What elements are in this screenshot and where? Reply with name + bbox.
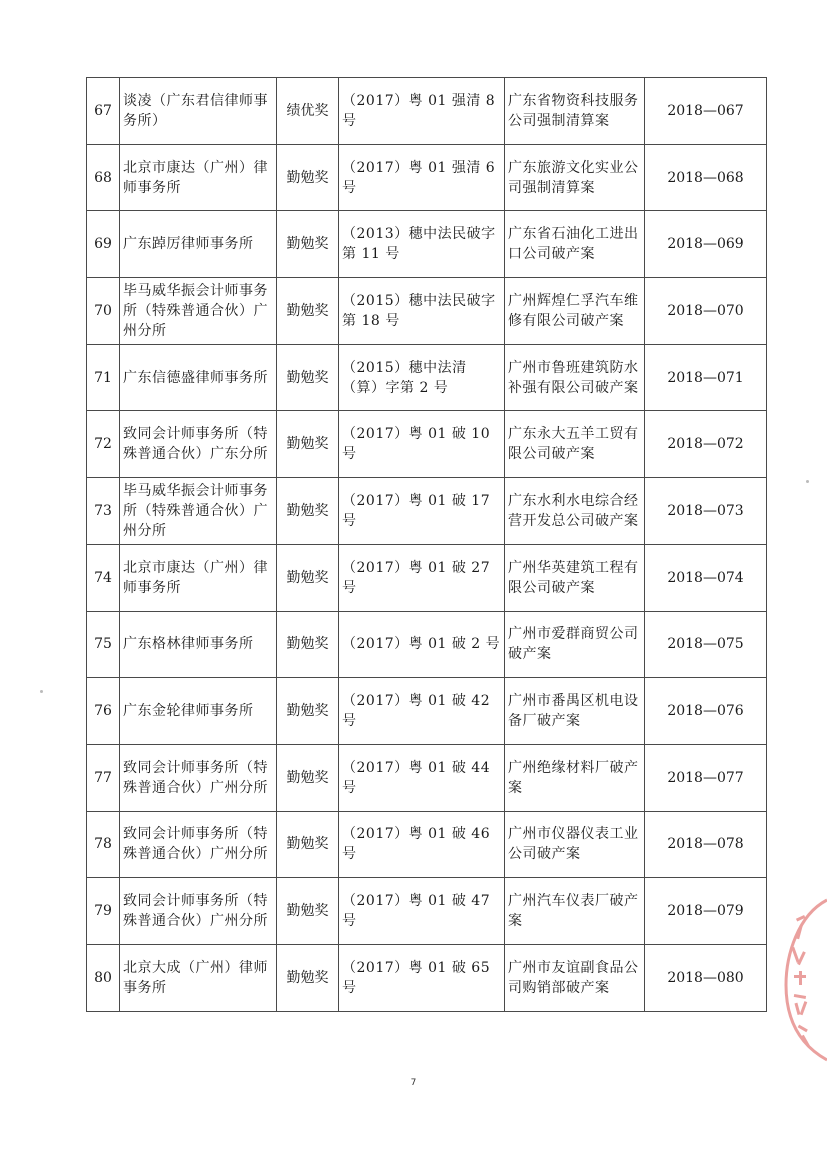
- cell-administrator: 致同会计师事务所（特殊普通合伙）广州分所: [120, 878, 277, 945]
- cell-award-code: 2018—074: [645, 544, 767, 611]
- cell-case-number: （2017）粤 01 破 42 号: [339, 678, 505, 745]
- table-row: [87, 544, 767, 611]
- cell-administrator: 广东金轮律师事务所: [120, 678, 277, 745]
- cell-administrator: 北京市康达（广州）律师事务所: [120, 544, 277, 611]
- cell-award-code: 2018—068: [645, 144, 767, 211]
- table-row: [87, 678, 767, 745]
- cell-serial-number: 73: [87, 478, 120, 545]
- cell-award-code: 2018—078: [645, 811, 767, 878]
- scan-speck: [40, 690, 43, 693]
- cell-case-name: 广州绝缘材料厂破产案: [505, 744, 645, 811]
- cell-award: 勤勉奖: [277, 544, 339, 611]
- cell-serial-number: 76: [87, 678, 120, 745]
- cell-award: 勤勉奖: [277, 211, 339, 278]
- cell-case-name: 广州市爱群商贸公司破产案: [505, 611, 645, 678]
- cell-award: 勤勉奖: [277, 878, 339, 945]
- cell-serial-number: 67: [87, 78, 120, 145]
- cell-award-code: 2018—067: [645, 78, 767, 145]
- official-seal-stamp: [778, 895, 827, 1065]
- cell-case-number: （2017）粤 01 破 2 号: [339, 611, 505, 678]
- cell-serial-number: 77: [87, 744, 120, 811]
- cell-case-name: 广州辉煌仁孚汽车维修有限公司破产案: [505, 278, 645, 345]
- cell-administrator: 北京市康达（广州）律师事务所: [120, 144, 277, 211]
- table-row: [87, 878, 767, 945]
- cell-case-number: （2017）粤 01 强清 8 号: [339, 78, 505, 145]
- table-row: [87, 144, 767, 211]
- cell-serial-number: 72: [87, 411, 120, 478]
- cell-serial-number: 78: [87, 811, 120, 878]
- cell-administrator: 北京大成（广州）律师事务所: [120, 944, 277, 1011]
- award-table-body: [87, 78, 767, 1012]
- cell-administrator: 致同会计师事务所（特殊普通合伙）广东分所: [120, 411, 277, 478]
- table-row: [87, 78, 767, 145]
- table-row: [87, 278, 767, 345]
- cell-award-code: 2018—077: [645, 744, 767, 811]
- cell-serial-number: 75: [87, 611, 120, 678]
- cell-award: 勤勉奖: [277, 811, 339, 878]
- cell-award: 勤勉奖: [277, 278, 339, 345]
- table-row: [87, 344, 767, 411]
- cell-case-name: 广州华英建筑工程有限公司破产案: [505, 544, 645, 611]
- table-row: [87, 211, 767, 278]
- cell-case-name: 广州汽车仪表厂破产案: [505, 878, 645, 945]
- table-row: [87, 611, 767, 678]
- award-table: [86, 77, 767, 1012]
- cell-case-name: 广东省物资科技服务公司强制清算案: [505, 78, 645, 145]
- cell-administrator: 广东格林律师事务所: [120, 611, 277, 678]
- table-row: [87, 478, 767, 545]
- cell-award: 勤勉奖: [277, 678, 339, 745]
- cell-case-name: 广东省石油化工进出口公司破产案: [505, 211, 645, 278]
- cell-case-number: （2017）粤 01 破 10 号: [339, 411, 505, 478]
- table-row: [87, 811, 767, 878]
- table-row: [87, 744, 767, 811]
- cell-case-number: （2017）粤 01 强清 6 号: [339, 144, 505, 211]
- table-row: [87, 944, 767, 1011]
- cell-case-name: 广东水利水电综合经营开发总公司破产案: [505, 478, 645, 545]
- cell-award: 绩优奖: [277, 78, 339, 145]
- cell-case-number: （2013）穗中法民破字第 11 号: [339, 211, 505, 278]
- cell-case-name: 广东旅游文化实业公司强制清算案: [505, 144, 645, 211]
- cell-award: 勤勉奖: [277, 344, 339, 411]
- cell-award: 勤勉奖: [277, 944, 339, 1011]
- cell-administrator: 致同会计师事务所（特殊普通合伙）广州分所: [120, 744, 277, 811]
- cell-award-code: 2018—069: [645, 211, 767, 278]
- cell-administrator: 广东踔厉律师事务所: [120, 211, 277, 278]
- cell-administrator: 毕马威华振会计师事务所（特殊普通合伙）广州分所: [120, 278, 277, 345]
- cell-administrator: 广东信德盛律师事务所: [120, 344, 277, 411]
- cell-award: 勤勉奖: [277, 144, 339, 211]
- cell-case-name: 广州市鲁班建筑防水补强有限公司破产案: [505, 344, 645, 411]
- cell-serial-number: 80: [87, 944, 120, 1011]
- cell-case-number: （2017）粤 01 破 65 号: [339, 944, 505, 1011]
- cell-award-code: 2018—072: [645, 411, 767, 478]
- cell-administrator: 谈凌（广东君信律师事务所）: [120, 78, 277, 145]
- cell-case-number: （2015）穗中法民破字第 18 号: [339, 278, 505, 345]
- cell-serial-number: 69: [87, 211, 120, 278]
- cell-award-code: 2018—071: [645, 344, 767, 411]
- cell-serial-number: 71: [87, 344, 120, 411]
- cell-case-number: （2017）粤 01 破 17 号: [339, 478, 505, 545]
- cell-case-number: （2017）粤 01 破 46 号: [339, 811, 505, 878]
- cell-award: 勤勉奖: [277, 478, 339, 545]
- cell-award: 勤勉奖: [277, 411, 339, 478]
- cell-award-code: 2018—070: [645, 278, 767, 345]
- cell-case-name: 广东永大五羊工贸有限公司破产案: [505, 411, 645, 478]
- table-row: [87, 411, 767, 478]
- page-number: 7: [410, 1078, 417, 1088]
- cell-case-number: （2017）粤 01 破 47 号: [339, 878, 505, 945]
- cell-serial-number: 68: [87, 144, 120, 211]
- cell-award-code: 2018—079: [645, 878, 767, 945]
- cell-award-code: 2018—080: [645, 944, 767, 1011]
- cell-case-number: （2015）穗中法清（算）字第 2 号: [339, 344, 505, 411]
- cell-serial-number: 70: [87, 278, 120, 345]
- cell-administrator: 致同会计师事务所（特殊普通合伙）广州分所: [120, 811, 277, 878]
- scan-speck: [806, 480, 809, 483]
- cell-serial-number: 79: [87, 878, 120, 945]
- cell-award-code: 2018—076: [645, 678, 767, 745]
- cell-case-number: （2017）粤 01 破 44 号: [339, 744, 505, 811]
- cell-award-code: 2018—073: [645, 478, 767, 545]
- cell-case-name: 广州市番禺区机电设备厂破产案: [505, 678, 645, 745]
- cell-case-name: 广州市仪器仪表工业公司破产案: [505, 811, 645, 878]
- cell-award-code: 2018—075: [645, 611, 767, 678]
- cell-award: 勤勉奖: [277, 744, 339, 811]
- cell-administrator: 毕马威华振会计师事务所（特殊普通合伙）广州分所: [120, 478, 277, 545]
- cell-case-name: 广州市友谊副食品公司购销部破产案: [505, 944, 645, 1011]
- cell-award: 勤勉奖: [277, 611, 339, 678]
- cell-serial-number: 74: [87, 544, 120, 611]
- cell-case-number: （2017）粤 01 破 27 号: [339, 544, 505, 611]
